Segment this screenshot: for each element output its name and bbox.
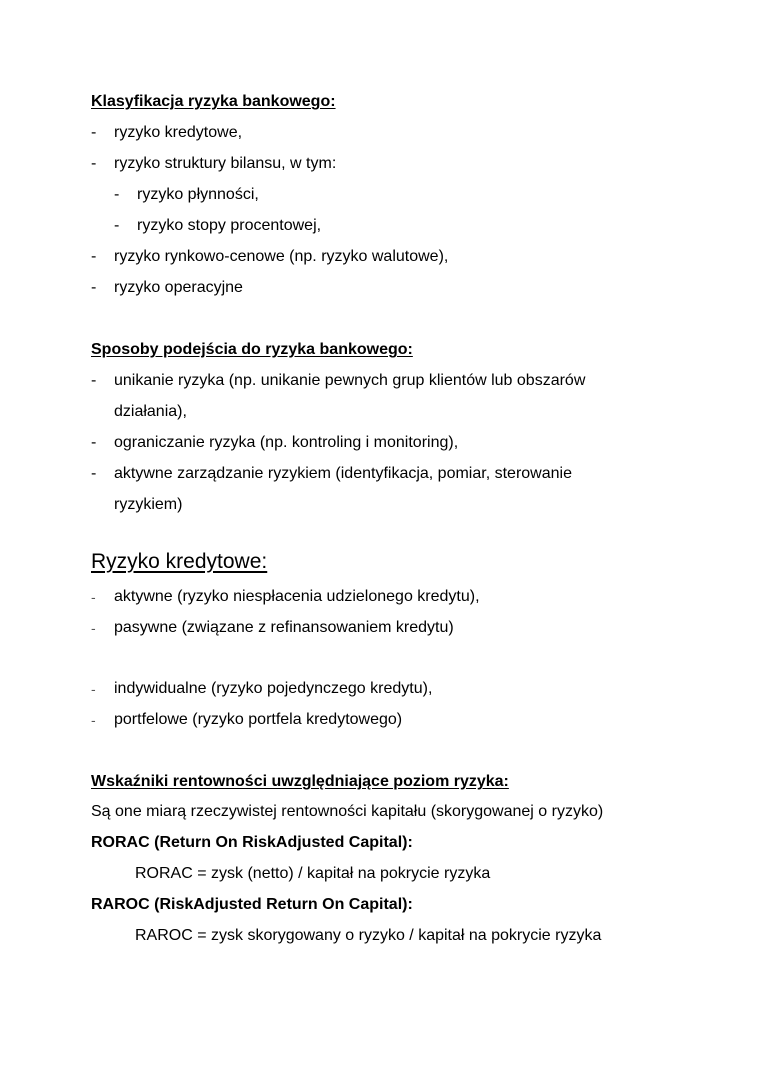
list-dash: - [91, 589, 96, 605]
section-heading-classification: Klasyfikacja ryzyka bankowego: [91, 93, 336, 110]
list-item: aktywne zarządzanie ryzykiem (identyfikacja, pomiar, sterowanie [114, 465, 572, 482]
list-item: ryzyko operacyjne [114, 279, 243, 296]
raroc-title: RAROC (RiskAdjusted Return On Capital): [91, 896, 413, 913]
list-item: aktywne (ryzyko niespłacenia udzielonego kredytu), [114, 588, 480, 605]
list-item: portfelowe (ryzyko portfela kredytowego) [114, 711, 403, 728]
list-item: pasywne (związane z refinansowaniem kredytu) [114, 619, 454, 636]
list-dash: - [114, 217, 120, 234]
section-heading-credit-risk: Ryzyko kredytowe: [91, 550, 268, 573]
list-dash: - [91, 155, 97, 172]
list-dash: - [91, 279, 97, 296]
list-item: indywidualne (ryzyko pojedynczego kredytu), [114, 680, 433, 697]
rorac-formula: RORAC = zysk (netto) / kapitał na pokrycie ryzyka [135, 865, 491, 882]
list-item: ryzyko stopy procentowej, [137, 217, 322, 234]
raroc-formula: RAROC = zysk skorygowany o ryzyko / kapitał na pokrycie ryzyka [135, 927, 602, 944]
list-item: ryzyko struktury bilansu, w tym: [114, 155, 337, 172]
section-heading-profitability: Wskaźniki rentowności uwzględniające poziom ryzyka: [91, 773, 509, 790]
list-item: unikanie ryzyka (np. unikanie pewnych grup klientów lub obszarów [114, 372, 586, 389]
list-item-continuation: ryzykiem) [114, 496, 183, 513]
list-dash: - [91, 434, 97, 451]
list-dash: - [91, 372, 97, 389]
list-item: ryzyko płynności, [137, 186, 259, 203]
list-item: ograniczanie ryzyka (np. kontroling i monitoring), [114, 434, 459, 451]
rorac-title: RORAC (Return On RiskAdjusted Capital): [91, 834, 413, 851]
list-dash: - [91, 620, 96, 636]
list-item-continuation: działania), [114, 403, 187, 420]
intro-text: Są one miarą rzeczywistej rentowności kapitału (skorygowanej o ryzyko) [91, 803, 604, 820]
list-item: ryzyko kredytowe, [114, 124, 243, 141]
section-heading-approaches: Sposoby podejścia do ryzyka bankowego: [91, 341, 413, 358]
list-dash: - [114, 186, 120, 203]
list-item: ryzyko rynkowo-cenowe (np. ryzyko walutowe), [114, 248, 449, 265]
list-dash: - [91, 465, 97, 482]
list-dash: - [91, 124, 97, 141]
list-dash: - [91, 712, 96, 728]
list-dash: - [91, 248, 97, 265]
list-dash: - [91, 681, 96, 697]
